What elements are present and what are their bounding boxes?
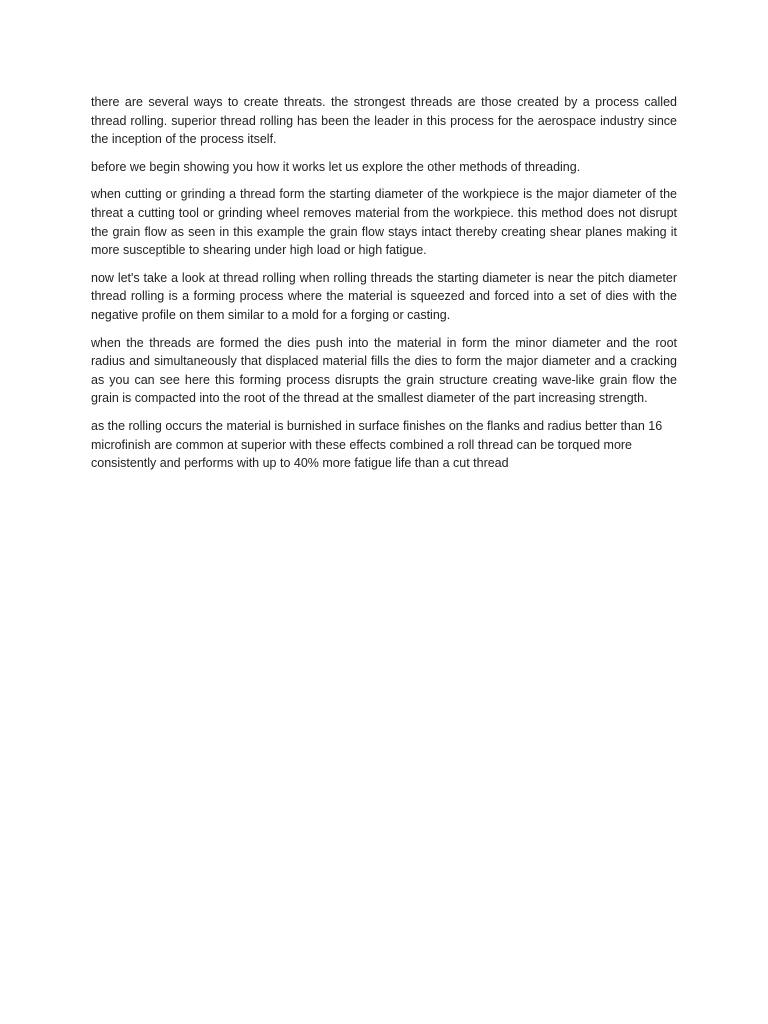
paragraph-thread-rolling: now let's take a look at thread rolling when rolling threads the starting diameter is near the pitch diameter thread rolling is a forming process where the material is squeezed and forced into a set of dies with the negative profile on them similar to a mold for a forging or casting. [91,270,677,322]
paragraph-other-methods: before we begin showing you how it works let us explore the other methods of threading. [91,159,581,174]
document-body [91,93,677,482]
paragraph-cutting-grinding: when cutting or grinding a thread form the starting diameter of the workpiece is the major diameter of the threat a cutting tool or grinding wheel removes material from the workpiece. this method does not disrupt the grain flow as seen in this example the grain flow stays intact thereby creating shear planes making it more susceptible to shearing under high load or high fatigue. [91,187,677,258]
paragraph-intro: there are several ways to create threats. the strongest threads are those created by a process called thread rolling. superior thread rolling has been the leader in this process for the aerospace industry since the inception of the process itself. [91,95,677,147]
paragraph-burnishing: as the rolling occurs the material is burnished in surface finishes on the flanks and radius better than 16 microfinish are common at superior with these effects combined a roll thread can be torqued more consistently and performs with up to 40% more fatigue life than a cut thread [91,418,663,471]
paragraph-forming-threads: when the threads are formed the dies push into the material in form the minor diameter and the root radius and simultaneously that displaced material fills the dies to form the major diameter and a cracking as you can see here this forming process disrupts the grain structure creating wave-like grain flow the grain is compacted into the root of the thread at the smallest diameter of the part increasing strength. [91,335,677,406]
